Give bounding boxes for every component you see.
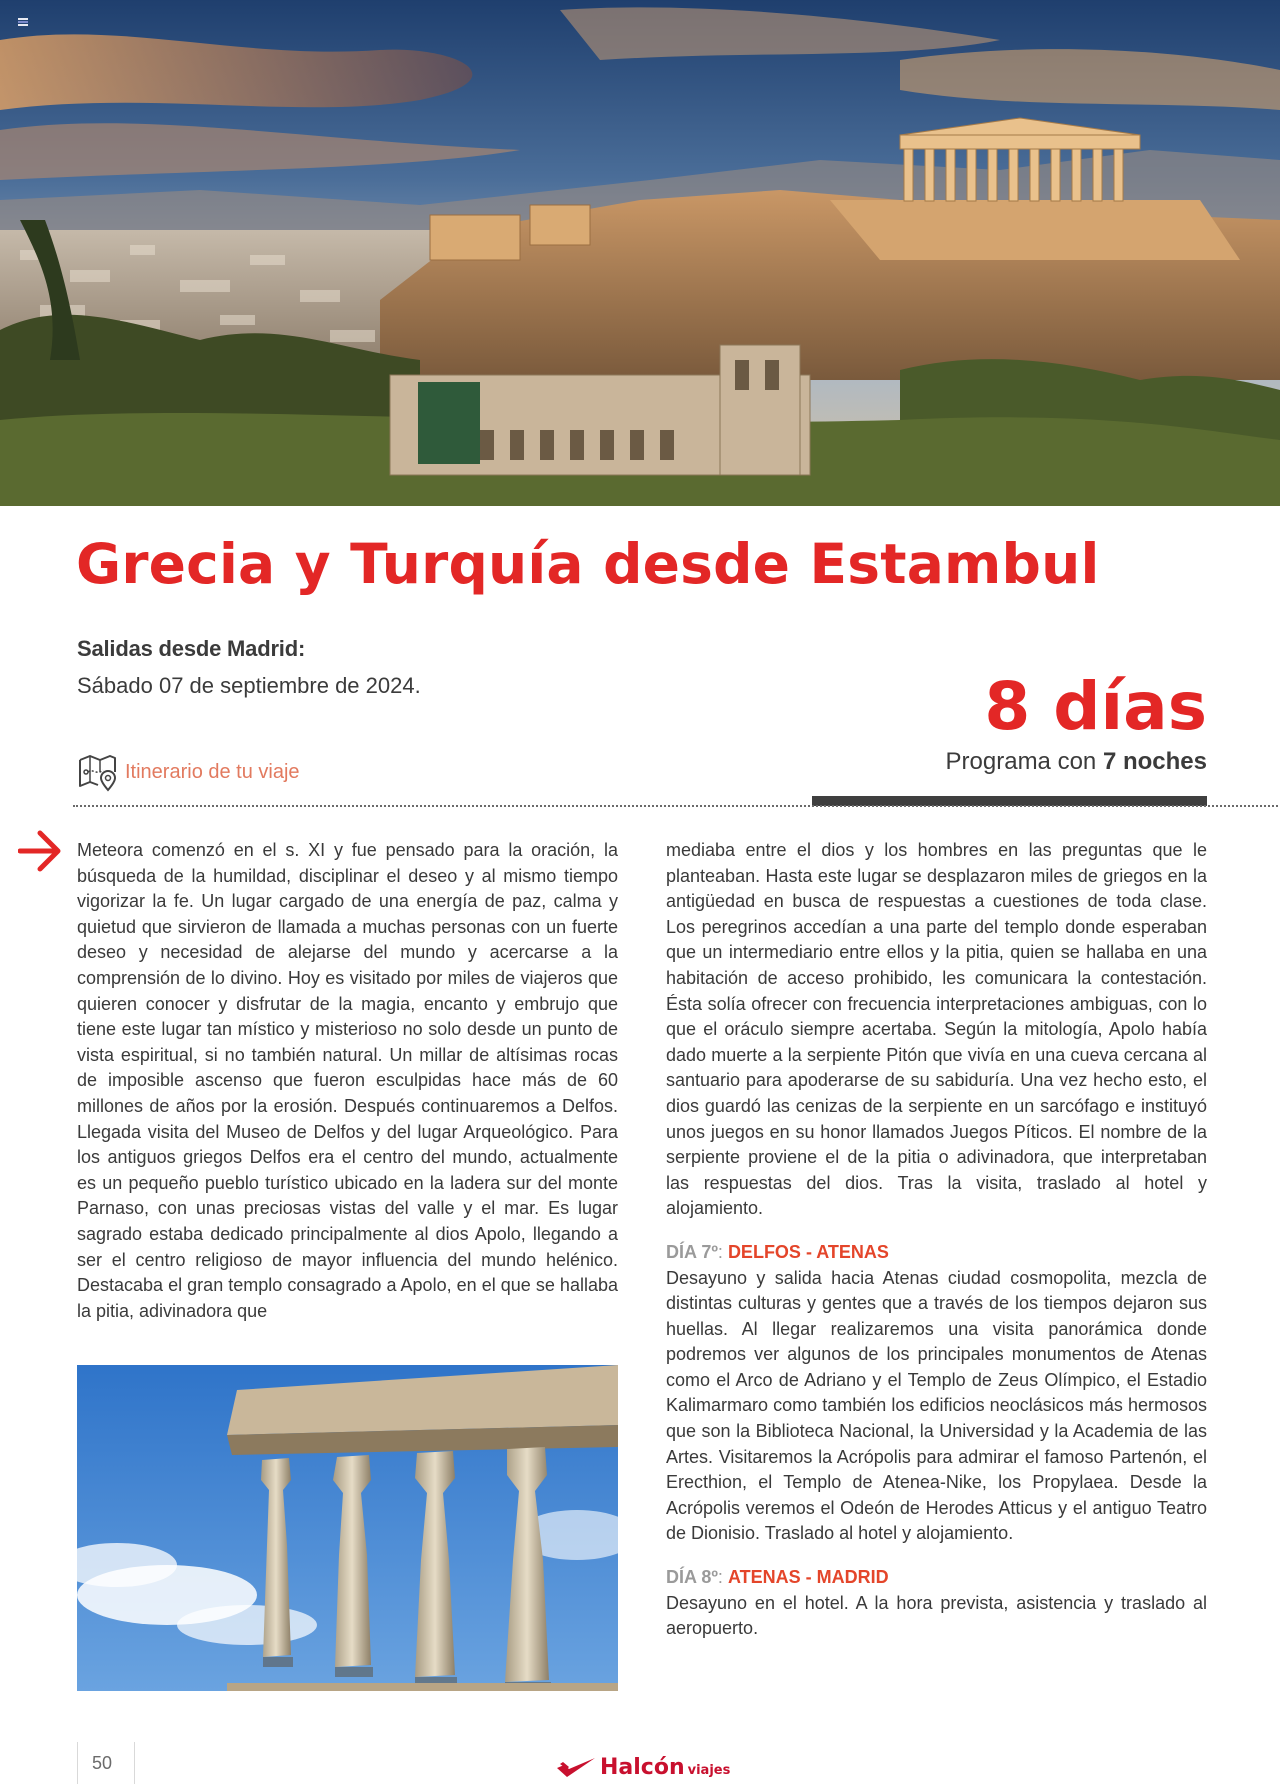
- trip-duration: 8 días: [984, 668, 1207, 745]
- day-7-route: DELFOS - ATENAS: [727, 1241, 889, 1262]
- red-arrow-icon: [18, 828, 62, 874]
- program-prefix: Programa con: [945, 748, 1097, 775]
- departure-date: Sábado 07 de septiembre de 2024.: [77, 673, 421, 698]
- departures-label: Salidas desde Madrid:: [77, 636, 306, 661]
- day-8-route: ATENAS - MADRID: [727, 1567, 889, 1588]
- day-8-ordinal: º: [711, 1567, 718, 1588]
- day-8-prefix: DÍA 8: [666, 1567, 712, 1588]
- itinerary-label: Itinerario de tu viaje: [125, 760, 300, 783]
- day-7-heading: DÍA 7º: DELFOS - ATENAS: [666, 1241, 889, 1262]
- halcon-logo-icon: [555, 1756, 597, 1780]
- day-8-text: Desayuno en el hotel. A la hora prevista, asistencia y traslado al aeropuerto.: [666, 1592, 1207, 1639]
- page-number: 50: [92, 1753, 113, 1773]
- program-nights-count: 7 noches: [1102, 748, 1207, 775]
- map-pin-icon: [77, 752, 119, 792]
- right-column: [666, 838, 1207, 1642]
- day-7-ordinal: º: [711, 1241, 718, 1262]
- dotted-divider: [73, 805, 1278, 807]
- halcon-logo[interactable]: [555, 1756, 730, 1780]
- hero-image-acropolis: [0, 0, 1280, 506]
- brand-sub: viajes: [687, 1763, 731, 1778]
- right-paragraph: mediaba entre el dios y los hombres en las preguntas que le planteaban. Hasta este lugar se desplazaron miles de griegos en la antigüedad en busca de respuestas a cuestiones de toda clase. Los peregrinos accedían a una parte del templo donde esperaban que un intermediario entre ellos y la pitia, quien se hallaba en una habitación de acceso prohibido, les comunicara la contestación. Ésta solía ofrecer con frecuencia interpretaciones ambiguas, con lo que el oráculo siempre acertaba. Según la mitología, Apolo había dado muerte a la serpiente Pitón que vivía en una cueva cercana al santuario para apoderarse de su sabiduría. Una vez hecho esto, el dios guardó las cenizas de la serpiente en un sarcófago e instituyó unos juegos en su honor llamados Juegos Píticos. El nombre de la serpiente proviene el de la pitia o adivinadora, que interpretaban las respuestas del dios. Tras la visita, traslado al hotel y alojamiento.: [666, 840, 1207, 1219]
- menu-icon[interactable]: [18, 18, 28, 27]
- caryatids-image: [77, 1365, 618, 1691]
- day-7-text: Desayuno y salida hacia Atenas ciudad cosmopolita, mezcla de distintas culturas y gentes que a través de los tiempos dejaron sus huellas. Al llegar realizaremos una visita panorámica donde podremos ver algunos de los principales monumentos de Atenas como el Arco de Adriano y el Templo de Zeus Olímpico, el Estadio Kalimarmaro como también los edificios neoclásicos más hermosos que son la Biblioteca Nacional, la Universidad y la Academia de las Artes. Visitaremos la Acrópolis para admirar el famoso Partenón, el Erecthion, el Templo de Atenea-Nike, los Propylaea. Desde la Acrópolis veremos el Odeón de Herodes Atticus y el antiguo Teatro de Dionisio. Traslado al hotel y alojamiento.: [666, 1267, 1207, 1544]
- footer-divider-left: [77, 1742, 78, 1784]
- day-7-prefix: DÍA 7: [666, 1241, 712, 1262]
- day-8-heading: DÍA 8º: ATENAS - MADRID: [666, 1567, 889, 1588]
- program-nights: [946, 748, 1207, 776]
- left-column: [77, 838, 618, 1324]
- footer-divider-right: [134, 1742, 135, 1784]
- page-title: Grecia y Turquía desde Estambul: [76, 532, 1100, 596]
- brand-name: Halcón: [600, 1755, 685, 1780]
- itinerary-link[interactable]: [77, 752, 300, 792]
- left-paragraph: Meteora comenzó en el s. XI y fue pensado para la oración, la búsqueda de la humildad, disciplinar el deseo y al mismo tiempo vigorizar la fe. Un lugar cargado de una energía de paz, calma y quietud que sirvieron de llamada a muchas personas con un fuerte deseo y necesidad de alejarse del mundo y acercarse a la comprensión de lo divino. Hoy es visitado por miles de viajeros que quieren conocer y disfrutar de la magia, encanto y embrujo que tiene este lugar tan místico y misterioso no solo desde un punto de vista espiritual, si no también natural. Un millar de altísimas rocas de imposible ascenso que fueron esculpidas hace más de 60 millones de años por la erosión. Después continuaremos a Delfos. Llegada visita del Museo de Delfos y del lugar Arqueológico. Para los antiguos griegos Delfos era el centro del mundo, actualmente es un pequeño pueblo turístico ubicado en la ladera sur del monte Parnaso, con unas preciosas vistas del valle y el mar. Es lugar sagrado estaba dedicado principalmente al dios Apolo, llegando a ser el centro religioso de mayor influencia del mundo helénico. Destacaba el gran templo consagrado a Apolo, en el que se hallaba la pitia, adivinadora que: [77, 840, 618, 1321]
